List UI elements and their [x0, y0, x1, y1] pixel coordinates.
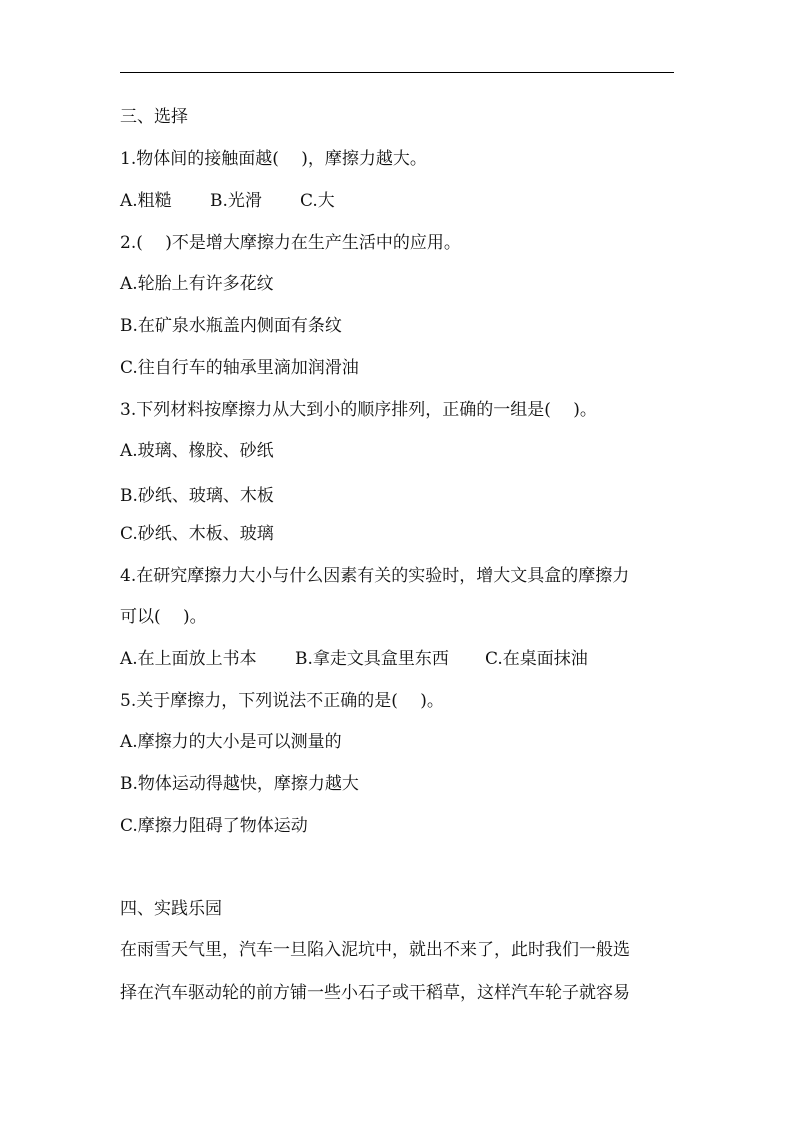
practice-paragraph-line2: 择在汽车驱动轮的前方铺一些小石子或干稻草，这样汽车轮子就容易	[120, 983, 630, 1003]
header-rule	[120, 72, 674, 73]
q1-option-c: C.大	[300, 191, 335, 211]
q4-option-b: B.拿走文具盒里东西	[295, 649, 449, 669]
q3-option-a: A.玻璃、橡胶、砂纸	[120, 441, 274, 461]
question-2-stem: 2.( )不是增大摩擦力在生产生活中的应用。	[120, 233, 461, 253]
q1-option-a: A.粗糙	[120, 191, 172, 211]
question-1-stem: 1.物体间的接触面越( )，摩擦力越大。	[120, 149, 427, 169]
q3-option-b: B.砂纸、玻璃、木板	[120, 486, 274, 506]
question-3-stem: 3.下列材料按摩擦力从大到小的顺序排列，正确的一组是( )。	[120, 400, 597, 420]
q4-option-c: C.在桌面抹油	[485, 649, 588, 669]
q5-option-c: C.摩擦力阻碍了物体运动	[120, 816, 308, 836]
question-4-stem-line2: 可以( )。	[120, 607, 207, 627]
q2-option-a: A.轮胎上有许多花纹	[120, 274, 274, 294]
section-title-choice: 三、选择	[120, 107, 188, 127]
question-4-stem-line1: 4.在研究摩擦力大小与什么因素有关的实验时，增大文具盒的摩擦力	[120, 566, 630, 586]
q5-option-a: A.摩擦力的大小是可以测量的	[120, 732, 342, 752]
q3-option-c: C.砂纸、木板、玻璃	[120, 524, 274, 544]
question-5-stem: 5.关于摩擦力，下列说法不正确的是( )。	[120, 691, 444, 711]
q2-option-b: B.在矿泉水瓶盖内侧面有条纹	[120, 316, 342, 336]
q4-option-a: A.在上面放上书本	[120, 649, 257, 669]
practice-paragraph-line1: 在雨雪天气里，汽车一旦陷入泥坑中，就出不来了，此时我们一般选	[120, 940, 630, 960]
q2-option-c: C.往自行车的轴承里滴加润滑油	[120, 358, 359, 378]
section-title-practice: 四、实践乐园	[120, 899, 222, 919]
q5-option-b: B.物体运动得越快，摩擦力越大	[120, 774, 359, 794]
q1-option-b: B.光滑	[210, 191, 262, 211]
